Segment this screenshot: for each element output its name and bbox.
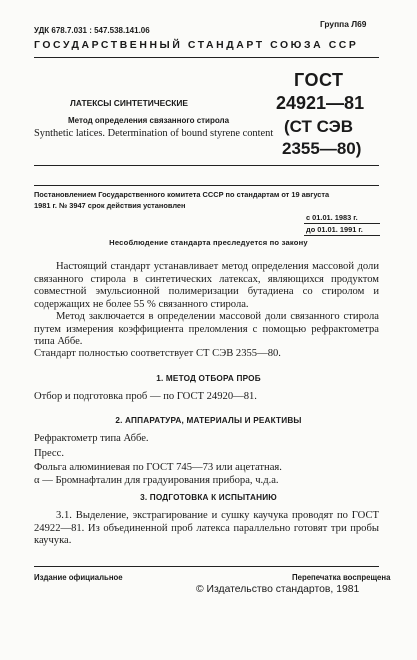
- intro-paragraph-2: Метод заключается в определении массовой доли связанного стирола путем измерения коэффициента преломления с помощью рефрактометра типа Аббе.: [34, 311, 379, 347]
- state-standard-banner: ГОСУДАРСТВЕННЫЙ СТАНДАРТ СОЮЗА ССР: [34, 40, 359, 51]
- date-underline-1: [304, 223, 380, 224]
- st-sev-line1: (СТ СЭВ: [284, 117, 354, 136]
- gost-number: 24921—81: [276, 93, 365, 113]
- equipment-item-4: α — Бромнафталин для градуирования прибора, ч.д.а.: [34, 475, 279, 486]
- equipment-item-1: Рефрактометр типа Аббе.: [34, 433, 149, 444]
- section-3-text: 3.1. Выделение, экстрагирование и сушку каучука проводят по ГОСТ 24922—81. Из объединенной проб латекса параллельно готовят три пробы каучука.: [34, 510, 379, 546]
- decree-line-1: Постановлением Государственного комитета СССР по стандартам от 19 августа: [34, 190, 330, 199]
- intro-paragraph-3: Стандарт полностью соответствует СТ СЭВ 2355—80.: [34, 348, 281, 359]
- standard-title: ЛАТЕКСЫ СИНТЕТИЧЕСКИЕ: [70, 98, 188, 108]
- english-title: Synthetic latices. Determination of bound styrene content: [34, 128, 274, 139]
- standard-subtitle: Метод определения связанного стирола: [68, 116, 230, 125]
- section-3-heading: 3. ПОДГОТОВКА К ИСПЫТАНИЮ: [140, 493, 277, 502]
- effective-to: до 01.01. 1991 г.: [306, 225, 363, 234]
- reprint-prohibited: Перепечатка воспрещена: [292, 573, 391, 582]
- equipment-item-2: Пресс.: [34, 448, 64, 459]
- st-sev-line2: 2355—80): [282, 139, 362, 158]
- intro-paragraph-1: Настоящий стандарт устанавливает метод определения массовой доли связанного стирола в синтетических латексах, являющихся продуктом совместной эмульсионной полимеризации бутадиена со стиролом и содержащих не более 55 % связанного стирола.: [34, 261, 379, 310]
- group-code: Группа Л69: [320, 19, 367, 29]
- udk-code: УДК 678.7.031 : 547.538.141.06: [34, 26, 150, 35]
- legal-warning: Несоблюдение стандарта преследуется по закону: [109, 238, 308, 247]
- copyright-notice: © Издательство стандартов, 1981: [196, 584, 360, 595]
- footer-rule: [34, 566, 379, 567]
- banner-rule: [34, 57, 379, 58]
- decree-rule: [34, 185, 379, 186]
- section-2-heading: 2. АППАРАТУРА, МАТЕРИАЛЫ И РЕАКТИВЫ: [115, 416, 302, 425]
- section-1-heading: 1. МЕТОД ОТБОРА ПРОБ: [156, 374, 261, 383]
- date-underline-2: [304, 235, 380, 236]
- equipment-item-3: Фольга алюминиевая по ГОСТ 745—73 или ацетатная.: [34, 462, 282, 473]
- official-edition: Издание официальное: [34, 573, 123, 582]
- decree-line-2: 1981 г. № 3947 срок действия установлен: [34, 201, 186, 210]
- title-rule: [34, 165, 379, 166]
- effective-from: с 01.01. 1983 г.: [306, 213, 358, 222]
- gost-label: ГОСТ: [294, 70, 344, 90]
- section-1-text: Отбор и подготовка проб — по ГОСТ 24920—81.: [34, 391, 257, 402]
